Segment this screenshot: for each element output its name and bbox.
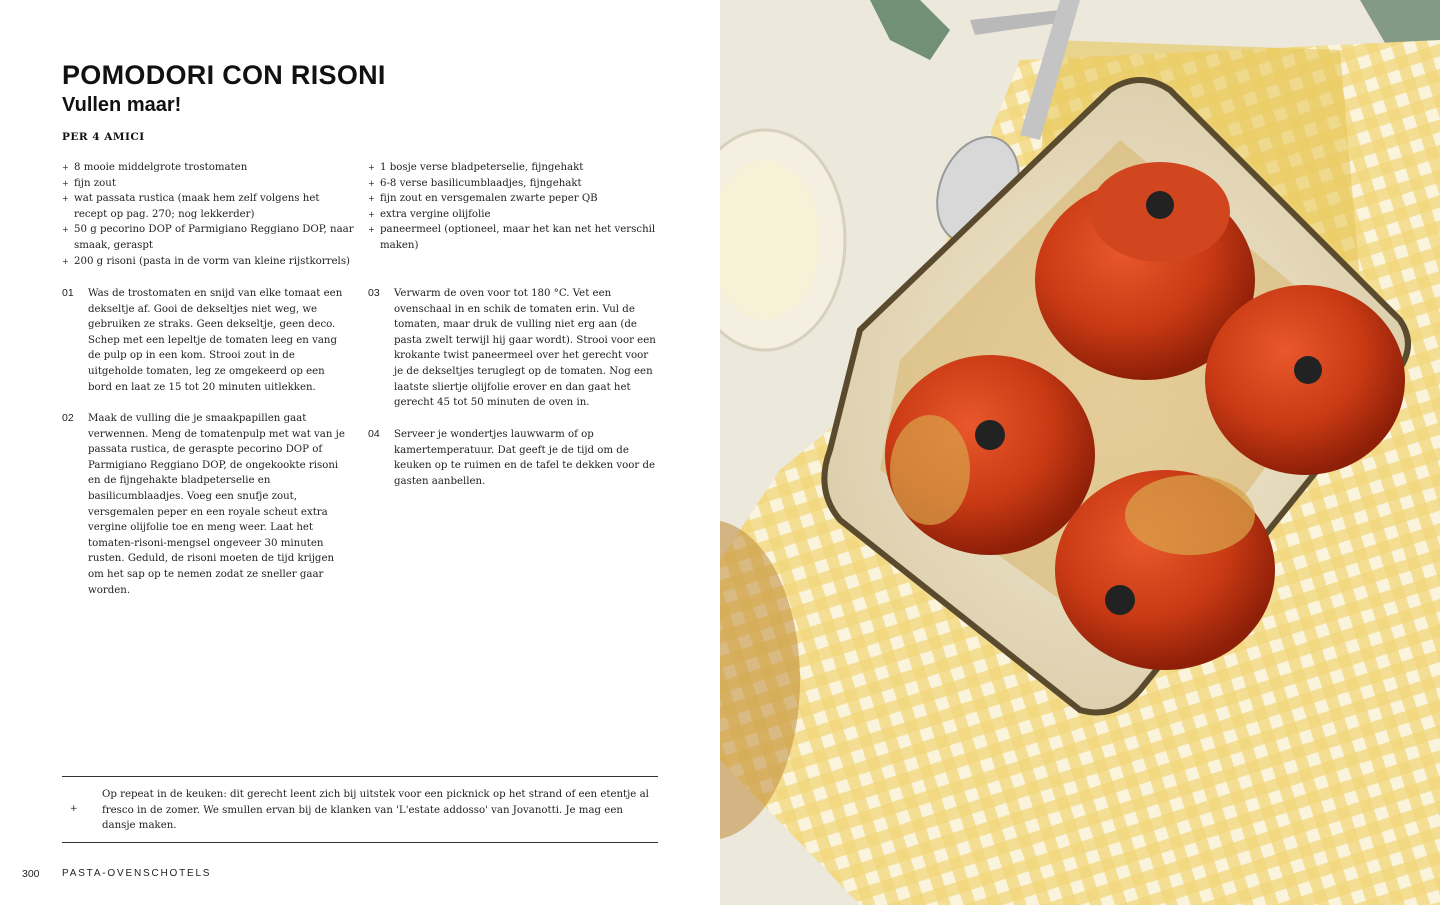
step-number: 01 bbox=[62, 287, 74, 299]
page-number: 300 bbox=[22, 868, 40, 880]
step-number: 03 bbox=[368, 287, 380, 299]
ingredient-item: + 50 g pecorino DOP of Parmigiano Reggiano DOP, naar smaak, geraspt bbox=[62, 222, 354, 253]
tip-marker: + bbox=[70, 804, 78, 814]
ingredient-item: + extra vergine olijfolie bbox=[368, 207, 658, 223]
stuffed-tomato bbox=[1205, 285, 1405, 475]
ingredients-list-left bbox=[62, 160, 354, 269]
step-number: 02 bbox=[62, 412, 74, 424]
step-number: 04 bbox=[368, 428, 380, 440]
ingredient-item: + 6-8 verse basilicumblaadjes, fijngehakt bbox=[368, 176, 658, 192]
ingredients-list-right bbox=[368, 160, 658, 254]
step-text: Verwarm de oven voor tot 180 °C. Vet een ovenschaal in en schik de tomaten erin. Vul de tomaten, maar druk de vulling niet erg aan (de pasta zwelt terwijl hij gaar wordt). Strooi voor een krokante twist paneermeel over het gerecht voor je de dekseltjes teruglegt op de tomaten. Nog een laatste sliertje olijfolie erover en dan gaat het gerecht 45 tot 50 minuten de oven in. bbox=[394, 288, 656, 409]
step-3 bbox=[368, 286, 660, 411]
step-1 bbox=[62, 286, 354, 406]
recipe-title: POMODORI CON RISONI bbox=[62, 60, 386, 90]
tip-divider-top bbox=[62, 776, 658, 777]
photo-page bbox=[720, 0, 1440, 905]
ingredient-item: + 200 g risoni (pasta in de vorm van kleine rijstkorrels) bbox=[62, 254, 354, 270]
stuffed-tomato bbox=[1055, 470, 1275, 670]
section-label: PASTA-OVENSCHOTELS bbox=[62, 868, 212, 879]
stuffed-tomatoes-photo bbox=[720, 0, 1440, 905]
tip-divider-bottom bbox=[62, 842, 658, 843]
step-text: Serveer je wondertjes lauwwarm of op kamertemperatuur. Dat geeft je de tijd om de keuken op te ruimen en de tafel te dekken voor de gasten aanbellen. bbox=[394, 429, 656, 487]
ingredient-item: + fijn zout bbox=[62, 176, 354, 192]
ingredient-item: + paneermeel (optioneel, maar het kan net het verschil maken) bbox=[368, 222, 658, 253]
step-text: Maak de vulling die je smaakpapillen gaat verwennen. Meng de tomatenpulp met wat van je passata rustica, de geraspte pecorino DOP of Parmigiano Reggiano DOP, de ongekookte risoni en de fijngehakte bladpeterselie en basilicumblaadjes. Voeg een snufje zout, versgemalen peper en een royale scheut extra vergine olijfolie toe en meng weer. Laat het tomaten-risoni-mengsel ongeveer 30 minuten rusten. Geduld, de risoni moeten de tijd krijgen om het sap op te nemen zodat ze sneller gaar worden. bbox=[88, 413, 345, 596]
recipe-subtitle: Vullen maar! bbox=[62, 94, 182, 116]
ingredient-item: + fijn zout en versgemalen zwarte peper QB bbox=[368, 191, 658, 207]
stuffed-tomato bbox=[885, 355, 1095, 555]
step-4 bbox=[368, 427, 660, 497]
step-text: Was de trostomaten en snijd van elke tomaat een dekseltje af. Gooi de dekseltjes niet weg, we gebruiken ze straks. Geen dekseltje, geen deco. Schep met een lepeltje de tomaten leeg en vang de pulp op in een kom. Strooi zout in de uitgeholde tomaten, leg ze omgekeerd op een bord en laat ze 15 tot 20 minuten uitlekken. bbox=[88, 288, 343, 393]
ingredient-item: + 8 mooie middelgrote trostomaten bbox=[62, 160, 354, 176]
ingredient-item: + 1 bosje verse bladpeterselie, fijngehakt bbox=[368, 160, 658, 176]
step-2 bbox=[62, 411, 354, 596]
tip-text: Op repeat in de keuken: dit gerecht leent zich bij uitstek voor een picknick op het strand of een etentje al fresco in de zomer. We smullen ervan bij de klanken van 'L'estate addosso' van Jovanotti. Je mag een dansje maken. bbox=[102, 789, 649, 832]
servings-label: PER 4 AMICI bbox=[62, 131, 145, 143]
ingredient-item: + wat passata rustica (maak hem zelf volgens het recept op pag. 270; nog lekkerder) bbox=[62, 191, 354, 222]
